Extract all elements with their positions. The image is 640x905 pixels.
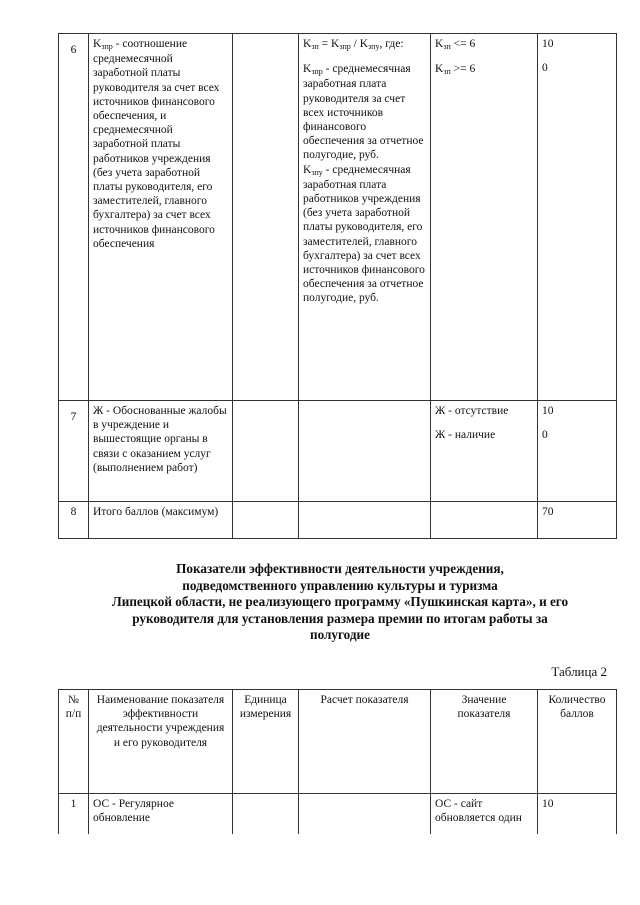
unit-cell <box>233 794 299 834</box>
value-item: Ж - отсутствие <box>435 405 509 417</box>
calc-formula: Kзп = Kзпр / Kзпу, где: <box>303 38 404 51</box>
value-cell: ОС - сайт обновляется один <box>431 794 538 834</box>
points-cell: 10 <box>538 794 617 834</box>
title-line: Показатели эффективности деятельности учреждения, <box>176 561 504 576</box>
table-caption: Таблица 2 <box>551 664 607 679</box>
header-number: № п/п <box>59 690 89 794</box>
calc-cell <box>299 34 431 401</box>
table-row <box>59 794 617 834</box>
title-line: руководителя для установления размера премии по итогам работы за <box>132 610 548 626</box>
value-item: Kзп >= 6 <box>435 63 476 77</box>
table-header-row <box>59 690 617 794</box>
calc-definition: Kзпу - среднемесячная заработная плата работников учреждения (без учета заработной платы руководителя, его заместителей, главного бухгалтера) за счет всех источников финансового обеспечения за отчетное полугодие, руб. <box>303 163 425 305</box>
unit-cell <box>233 34 299 401</box>
header-unit: Единица измерения <box>233 690 299 794</box>
header-points: Количество баллов <box>538 690 617 794</box>
header-calc: Расчет показателя <box>299 690 431 794</box>
section-title <box>60 561 620 644</box>
header-name: Наименование показателя эффективности деятельности учреждения и его руководителя <box>89 690 233 794</box>
indicator-name: Ж - Обоснованные жалобы в учреждение и вышестоящие органы в связи с оказанием услуг (выполнением работ) <box>89 401 233 502</box>
header-value: Значение показателя <box>431 690 538 794</box>
points-item: 0 <box>542 62 548 75</box>
title-line: Липецкой области, не реализующего программу «Пушкинская карта», и его <box>111 594 569 609</box>
table-row <box>59 502 617 539</box>
points-item: 0 <box>542 429 548 442</box>
value-item: Kзп <= 6 <box>435 38 476 51</box>
points-item: 10 <box>542 38 554 50</box>
indicator-name: Kзпр - соотношение среднемесячной заработной платы руководителя за счет всех источников финансового обеспечения, и среднемесячной заработной платы работников учреждения (без учета заработной платы руководителя, его заместителей, главного бухгалтера) за счет всех источников финансового обеспечения <box>89 34 233 401</box>
calc-cell <box>299 401 431 502</box>
table-2 <box>58 689 617 834</box>
calc-definition: Kзпр - среднемесячная заработная плата руководителя за счет всех источников финансового обеспечения за отчетное полугодие, руб. <box>303 63 424 162</box>
value-item: Ж - наличие <box>435 429 496 442</box>
value-cell <box>431 401 538 502</box>
row-number: 1 <box>59 794 89 834</box>
points-cell <box>538 401 617 502</box>
calc-cell <box>299 794 431 834</box>
value-cell <box>431 34 538 401</box>
row-number: 7 <box>59 401 89 502</box>
points-cell: 70 <box>538 502 617 539</box>
title-line: подведомственного управлению культуры и туризма <box>182 577 498 593</box>
table-1 <box>58 33 617 539</box>
table-row <box>59 401 617 502</box>
title-line: полугодие <box>309 627 370 642</box>
unit-cell <box>233 502 299 539</box>
table-row <box>59 34 617 401</box>
unit-cell <box>233 401 299 502</box>
points-cell <box>538 34 617 401</box>
indicator-name: ОС - Регулярное обновление <box>89 794 233 834</box>
row-number: 6 <box>59 34 89 401</box>
points-item: 10 <box>542 405 554 417</box>
indicator-name: Итого баллов (максимум) <box>89 502 233 539</box>
calc-cell <box>299 502 431 539</box>
value-cell <box>431 502 538 539</box>
row-number: 8 <box>59 502 89 539</box>
